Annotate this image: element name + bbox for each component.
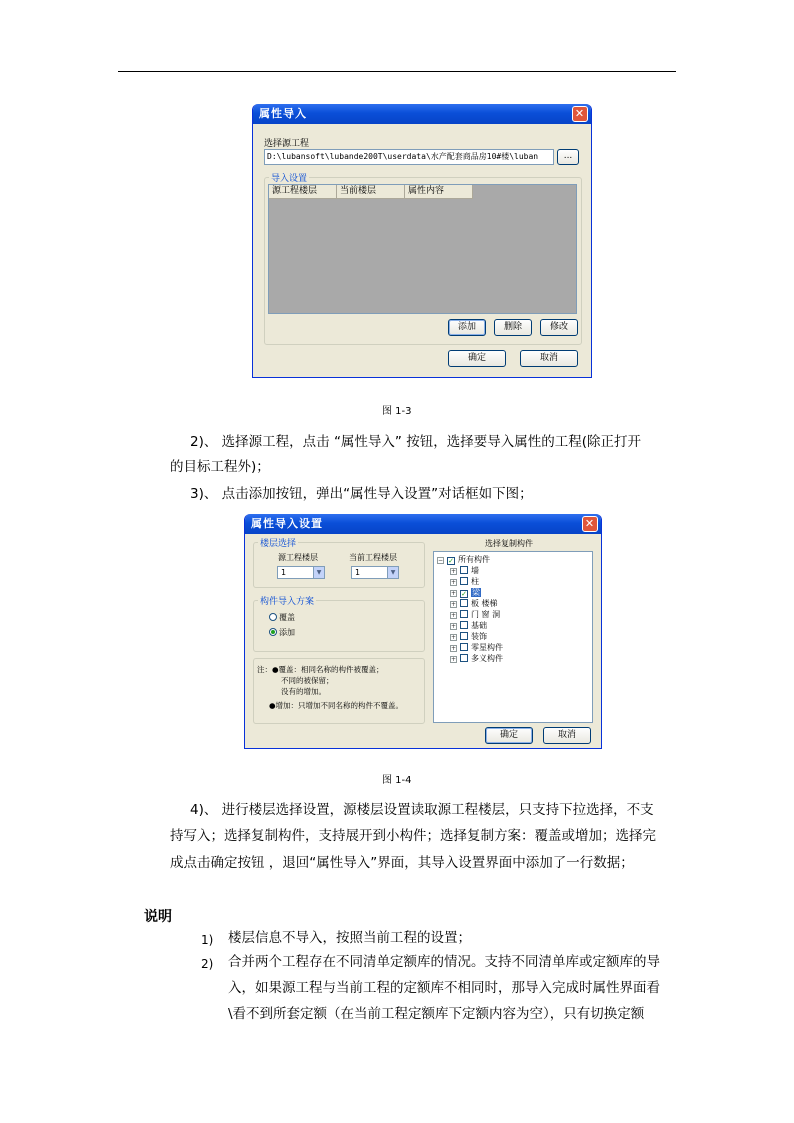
step4-line3: 成点击确定按钮 ，退回“属性导入”界面，其导入设置界面中添加了一行数据；: [170, 855, 634, 871]
tree-item-label: 梁: [472, 588, 480, 597]
expand-icon[interactable]: +: [451, 590, 457, 597]
note-line-4: ●增加：只增加不同名称的构件不覆盖。: [269, 701, 404, 710]
radio-add-label: 添加: [279, 628, 295, 637]
tree-item-door-window-opening[interactable]: [450, 610, 500, 620]
header-rule: [118, 71, 676, 72]
radio-cover[interactable]: [269, 613, 295, 623]
attribute-import-dialog: [252, 104, 592, 378]
current-floor-value: 1: [355, 568, 361, 577]
checkbox-icon[interactable]: [460, 599, 468, 607]
step2-line1: 2)、 选择源工程，点击 “属性导入” 按钮，选择要导入属性的工程(除正打开: [190, 434, 641, 450]
column-header-current-floor[interactable]: 当前楼层: [337, 185, 405, 199]
note-item-1-number: 1): [201, 933, 214, 947]
column-header-attribute-content[interactable]: 属性内容: [405, 185, 473, 199]
tree-item-beam[interactable]: [450, 588, 481, 598]
import-settings-label: 导入设置: [269, 171, 309, 184]
tree-item-label: 零星构件: [471, 643, 503, 652]
modify-button[interactable]: 修改: [540, 319, 578, 336]
notes-heading: 说明: [144, 909, 172, 925]
source-floor-select[interactable]: [277, 566, 325, 579]
tree-item-column[interactable]: [450, 577, 479, 587]
checkbox-icon[interactable]: [460, 654, 468, 662]
figure-caption-1-4: 图 1-4: [382, 775, 412, 786]
note-item-2-number: 2): [201, 957, 214, 971]
browse-button[interactable]: ...: [557, 149, 579, 165]
radio-cover-label: 覆盖: [279, 613, 295, 622]
radio-cover-icon[interactable]: [269, 613, 277, 621]
column-header-source-floor[interactable]: 源工程楼层: [269, 185, 337, 199]
radio-add-icon[interactable]: [269, 628, 277, 636]
source-project-label: 选择源工程: [264, 139, 310, 149]
note-item-2-line3: \看不到所套定额（在当前工程定额库下定额内容为空），只有切换定额: [228, 1006, 645, 1022]
checkbox-icon[interactable]: ✓: [461, 590, 467, 598]
note-item-2-line2: 入，如果源工程与当前工程的定额库不相同时，那导入完成时属性界面看: [228, 980, 660, 996]
tree-item-decoration[interactable]: [450, 632, 487, 642]
tree-item-polysemous-components[interactable]: [450, 654, 503, 664]
note-item-1-text: 楼层信息不导入，按照当前工程的设置；: [228, 930, 471, 946]
import-settings-list[interactable]: [268, 184, 577, 314]
expand-icon[interactable]: +: [451, 568, 457, 575]
note-line-3: 没有的增加。: [281, 687, 326, 696]
cancel-button[interactable]: 取消: [543, 727, 591, 744]
attribute-import-settings-dialog: [244, 514, 602, 749]
dialog-title-text: 属性导入设置: [251, 517, 323, 530]
tree-item-foundation[interactable]: [450, 621, 487, 631]
close-icon[interactable]: ✕: [572, 106, 588, 122]
source-floor-label: 源工程楼层: [278, 553, 318, 562]
expand-icon[interactable]: +: [451, 634, 457, 641]
current-floor-label: 当前工程楼层: [349, 553, 397, 562]
tree-item-wall[interactable]: [450, 566, 479, 576]
select-components-title: 选择复制构件: [485, 539, 533, 548]
note-line-1: 注：●覆盖：相同名称的构件被覆盖；: [257, 665, 384, 674]
tree-item-slab-stair[interactable]: [450, 599, 498, 609]
source-path-input[interactable]: D:\lubansoft\lubande200T\userdata\水产配套商品房10#楼\luban: [264, 149, 554, 165]
step3-text: 3)、 点击添加按钮，弹出“属性导入设置”对话框如下图；: [190, 486, 533, 502]
cancel-button[interactable]: 取消: [520, 350, 578, 367]
import-scheme-label: 构件导入方案: [258, 594, 316, 607]
collapse-icon[interactable]: −: [438, 557, 444, 564]
checkbox-icon[interactable]: ✓: [448, 557, 454, 565]
expand-icon[interactable]: +: [451, 656, 457, 663]
delete-button[interactable]: 删除: [494, 319, 532, 336]
dialog-title: [245, 514, 601, 534]
import-scheme-group: [253, 597, 425, 652]
checkbox-icon[interactable]: [460, 643, 468, 651]
chevron-down-icon[interactable]: ▼: [313, 567, 324, 578]
note-item-2-line1: 合并两个工程存在不同清单定额库的情况。支持不同清单库或定额库的导: [228, 954, 660, 970]
figure-caption-1-3: 图 1-3: [382, 406, 412, 417]
expand-icon[interactable]: +: [451, 623, 457, 630]
tree-item-label: 柱: [471, 577, 479, 586]
floor-selection-group: [253, 539, 425, 588]
tree-item-label: 装饰: [471, 632, 487, 641]
step2-line2: 的目标工程外)；: [170, 459, 270, 475]
checkbox-icon[interactable]: [460, 566, 468, 574]
step4-line2: 持写入；选择复制构件，支持展开到小构件；选择复制方案：覆盖或增加；选择完: [170, 828, 656, 844]
tree-item-misc-components[interactable]: [450, 643, 503, 653]
add-button[interactable]: 添加: [448, 319, 486, 336]
expand-icon[interactable]: +: [451, 601, 457, 608]
tree-item-label: 墙: [471, 566, 479, 575]
ok-button[interactable]: 确定: [485, 727, 533, 744]
checkbox-icon[interactable]: [460, 621, 468, 629]
expand-icon[interactable]: +: [451, 579, 457, 586]
floor-selection-label: 楼层选择: [258, 536, 298, 549]
expand-icon[interactable]: +: [451, 612, 457, 619]
tree-item-label: 门 窗 洞: [471, 610, 501, 619]
dialog-title-text: 属性导入: [259, 107, 307, 120]
ok-button[interactable]: 确定: [448, 350, 506, 367]
tree-item-label: 板 楼梯: [471, 599, 498, 608]
checkbox-icon[interactable]: [460, 632, 468, 640]
current-floor-select[interactable]: [351, 566, 399, 579]
component-tree[interactable]: [433, 551, 593, 723]
step4-line1: 4)、 进行楼层选择设置，源楼层设置读取源工程楼层，只支持下拉选择，不支: [190, 802, 654, 818]
expand-icon[interactable]: +: [451, 645, 457, 652]
tree-item-label: 基础: [471, 621, 487, 630]
chevron-down-icon[interactable]: ▼: [387, 567, 398, 578]
radio-add[interactable]: [269, 628, 295, 638]
tree-root-label: 所有构件: [458, 555, 490, 564]
checkbox-icon[interactable]: [460, 577, 468, 585]
tree-item-label: 多义构件: [471, 654, 503, 663]
tree-root[interactable]: [437, 555, 490, 565]
source-floor-value: 1: [281, 568, 287, 577]
dialog-title: [253, 104, 591, 124]
note-line-2: 不同的被保留；: [281, 676, 334, 685]
close-icon[interactable]: ✕: [582, 516, 598, 532]
checkbox-icon[interactable]: [460, 610, 468, 618]
